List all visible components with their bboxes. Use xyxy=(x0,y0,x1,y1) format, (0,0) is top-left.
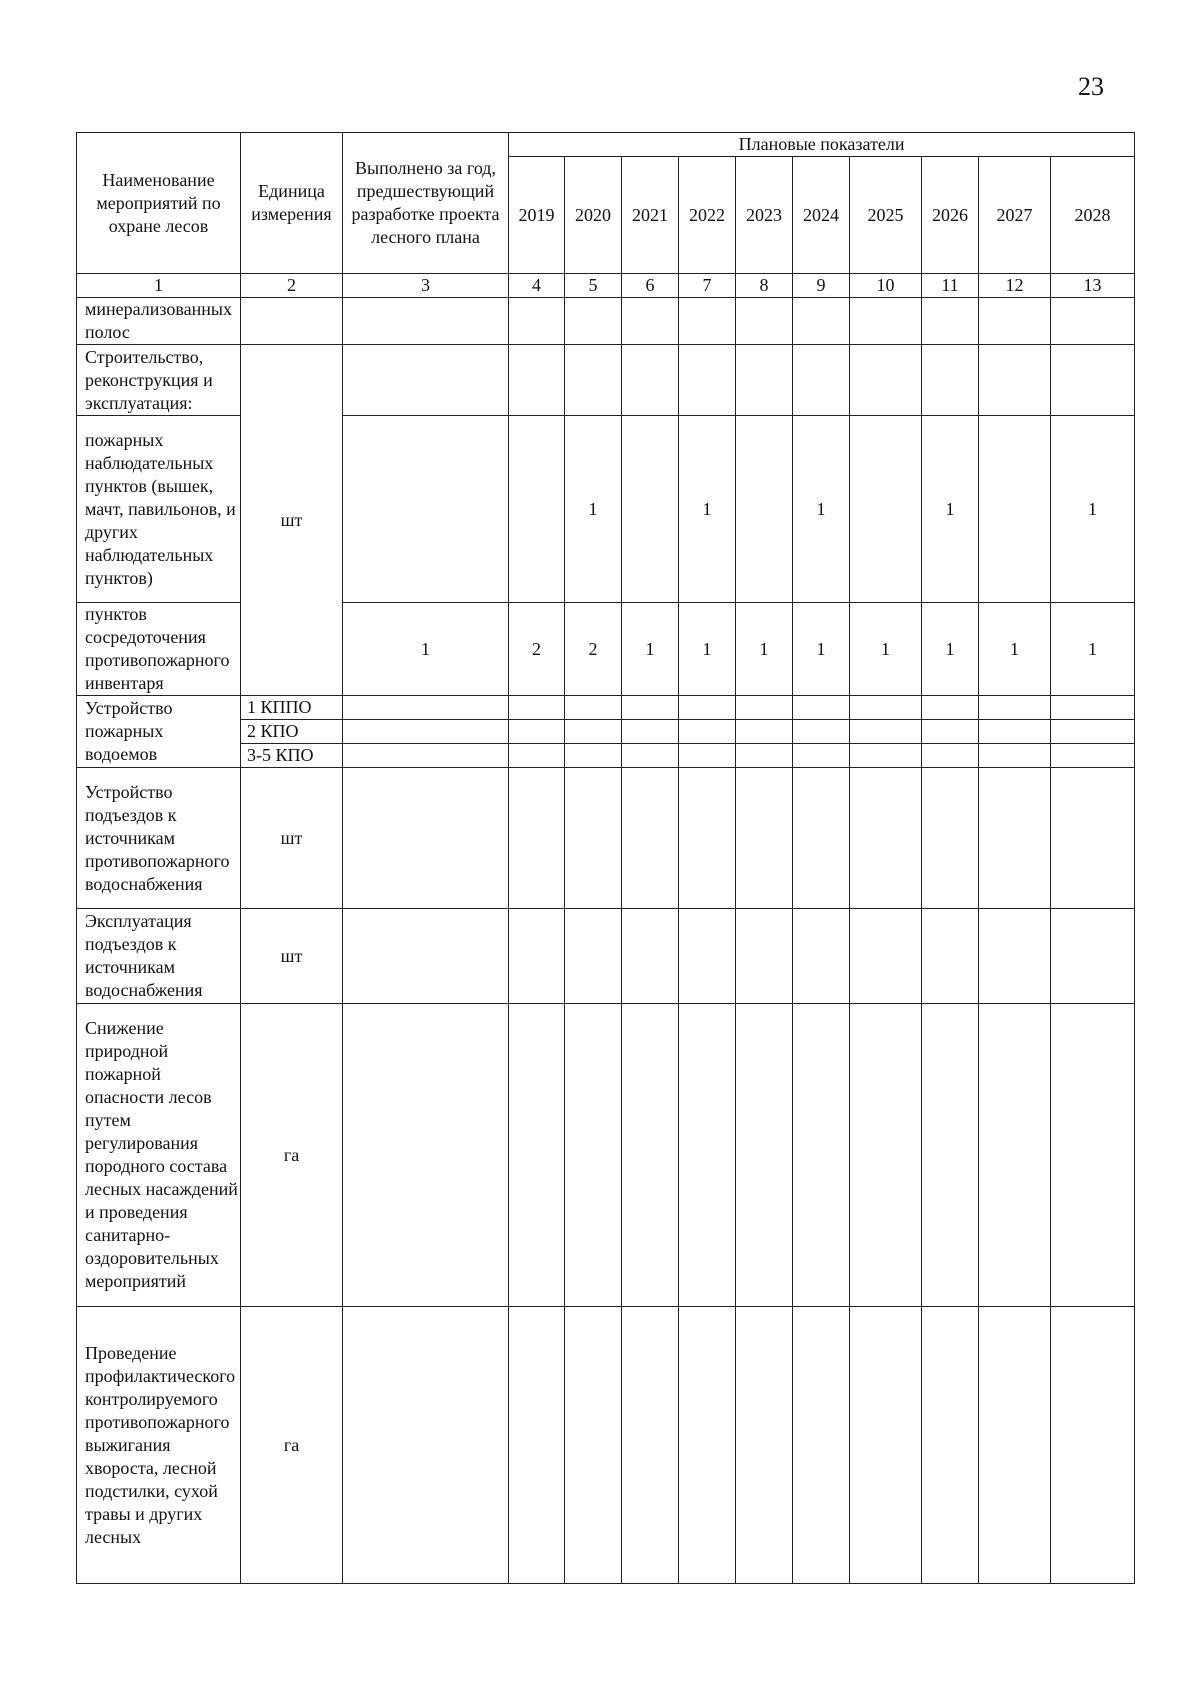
row-sub-unit: 3-5 КПО xyxy=(241,744,343,768)
table-row xyxy=(77,1004,1135,1307)
row-value: 2 xyxy=(565,603,622,696)
row-value xyxy=(509,1004,565,1307)
row-value xyxy=(979,416,1051,603)
row-value xyxy=(622,416,679,603)
row-value xyxy=(922,345,979,416)
column-number: 5 xyxy=(565,274,622,298)
row-value xyxy=(922,909,979,1004)
row-value xyxy=(922,768,979,909)
row-value xyxy=(679,345,736,416)
row-value xyxy=(565,345,622,416)
column-number: 11 xyxy=(922,274,979,298)
row-value xyxy=(679,1004,736,1307)
year-cell: 2024 xyxy=(793,157,850,274)
table-row xyxy=(77,416,1135,603)
header-plan-group: Плановые показатели xyxy=(509,133,1135,157)
row-value xyxy=(736,345,793,416)
row-value xyxy=(565,1307,622,1584)
row-value xyxy=(793,1307,850,1584)
row-value xyxy=(922,1004,979,1307)
year-cell: 2025 xyxy=(850,157,922,274)
row-value xyxy=(850,345,922,416)
row-value xyxy=(979,909,1051,1004)
row-value: 2 xyxy=(509,603,565,696)
year-cell: 2019 xyxy=(509,157,565,274)
year-cell: 2022 xyxy=(679,157,736,274)
table-row xyxy=(77,909,1135,1004)
row-value xyxy=(509,768,565,909)
row-value xyxy=(565,1004,622,1307)
row-value: 1 xyxy=(1051,416,1135,603)
row-value xyxy=(979,345,1051,416)
row-name: Эксплуатация подъездов к источникам водоснабжения xyxy=(77,909,241,1004)
row-value xyxy=(736,909,793,1004)
row-value xyxy=(622,909,679,1004)
row-value xyxy=(622,768,679,909)
row-value xyxy=(850,909,922,1004)
row-unit: шт xyxy=(241,768,343,909)
row-value: 1 xyxy=(922,603,979,696)
row-value xyxy=(679,768,736,909)
row-unit: га xyxy=(241,1004,343,1307)
row-name: Устройство пожарных водоемов xyxy=(77,696,241,768)
row-value xyxy=(1051,1307,1135,1584)
row-value: 1 xyxy=(922,416,979,603)
row-value xyxy=(565,768,622,909)
row-value xyxy=(622,1307,679,1584)
row-sub-unit: 1 КППО xyxy=(241,696,343,720)
year-cell: 2028 xyxy=(1051,157,1135,274)
row-value xyxy=(343,1307,509,1584)
column-number: 4 xyxy=(509,274,565,298)
row-value xyxy=(922,298,979,345)
row-name: Проведение профилактического контролируемого противопожарного выжигания хвороста, лесной подстилки, сухой травы и других лесных xyxy=(77,1307,241,1584)
row-value xyxy=(850,1307,922,1584)
row-name: пунктов сосредоточения противопожарного инвентаря xyxy=(77,603,241,696)
row-value xyxy=(850,298,922,345)
row-value xyxy=(736,1307,793,1584)
header-row-top xyxy=(77,133,1135,157)
column-number: 2 xyxy=(241,274,343,298)
forest-protection-table xyxy=(76,132,1135,1584)
row-value: 1 xyxy=(343,603,509,696)
row-value: 1 xyxy=(736,603,793,696)
row-value xyxy=(343,416,509,603)
row-value xyxy=(622,1004,679,1307)
row-value xyxy=(509,298,565,345)
row-name: Строительство, реконструкция и эксплуатация: xyxy=(77,345,241,416)
row-unit: шт xyxy=(241,345,343,696)
row-value: 1 xyxy=(622,603,679,696)
row-value xyxy=(736,298,793,345)
year-cell: 2021 xyxy=(622,157,679,274)
row-value xyxy=(1051,768,1135,909)
row-value xyxy=(1051,1004,1135,1307)
table-row xyxy=(77,603,1135,696)
column-number: 6 xyxy=(622,274,679,298)
row-value xyxy=(850,768,922,909)
table-row xyxy=(77,298,1135,345)
row-value: 1 xyxy=(793,416,850,603)
column-number: 13 xyxy=(1051,274,1135,298)
row-name: минерализованных полос xyxy=(77,298,241,345)
page-number: 23 xyxy=(1078,72,1104,101)
row-unit: га xyxy=(241,1307,343,1584)
column-number: 7 xyxy=(679,274,736,298)
header-name-cell: Наименование мероприятий по охране лесов xyxy=(77,133,241,274)
row-unit: шт xyxy=(241,909,343,1004)
row-value xyxy=(509,1307,565,1584)
row-value xyxy=(343,345,509,416)
row-value xyxy=(679,909,736,1004)
row-value xyxy=(922,1307,979,1584)
header-done-cell: Выполнено за год, предшествующий разработке проекта лесного плана xyxy=(343,133,509,274)
table-row xyxy=(77,345,1135,416)
row-value xyxy=(793,1004,850,1307)
column-number: 8 xyxy=(736,274,793,298)
column-number: 12 xyxy=(979,274,1051,298)
row-name: Снижение природной пожарной опасности лесов путем регулирования породного состава лесных насаждений и проведения санитарно-оздоровительных мероприятий xyxy=(77,1004,241,1307)
row-value xyxy=(1051,298,1135,345)
row-value xyxy=(793,909,850,1004)
row-value xyxy=(679,298,736,345)
row-value: 1 xyxy=(679,603,736,696)
row-value: 1 xyxy=(1051,603,1135,696)
row-sub-unit: 2 КПО xyxy=(241,720,343,744)
row-value xyxy=(850,416,922,603)
row-value xyxy=(509,909,565,1004)
column-number: 9 xyxy=(793,274,850,298)
table-row xyxy=(77,768,1135,909)
header-unit-cell: Единица измерения xyxy=(241,133,343,274)
row-value xyxy=(979,768,1051,909)
row-value: 1 xyxy=(565,416,622,603)
column-number: 3 xyxy=(343,274,509,298)
column-number: 10 xyxy=(850,274,922,298)
row-value xyxy=(979,1307,1051,1584)
row-value: 1 xyxy=(679,416,736,603)
row-value xyxy=(1051,345,1135,416)
year-cell: 2020 xyxy=(565,157,622,274)
year-cell: 2023 xyxy=(736,157,793,274)
row-value xyxy=(565,298,622,345)
row-value: 1 xyxy=(979,603,1051,696)
row-value xyxy=(622,298,679,345)
year-cell: 2026 xyxy=(922,157,979,274)
row-value: 1 xyxy=(850,603,922,696)
row-value xyxy=(793,298,850,345)
row-name: пожарных наблюдательных пунктов (вышек, мачт, павильонов, и других наблюдательных пунктов) xyxy=(77,416,241,603)
row-value xyxy=(622,345,679,416)
row-value xyxy=(793,768,850,909)
row-value xyxy=(679,1307,736,1584)
row-value xyxy=(1051,909,1135,1004)
row-value xyxy=(509,416,565,603)
row-value xyxy=(736,768,793,909)
row-unit xyxy=(241,298,343,345)
row-value xyxy=(509,345,565,416)
row-value xyxy=(343,909,509,1004)
column-number: 1 xyxy=(77,274,241,298)
row-value: 1 xyxy=(793,603,850,696)
row-value xyxy=(979,298,1051,345)
row-value xyxy=(343,298,509,345)
row-value xyxy=(565,909,622,1004)
row-value xyxy=(343,1004,509,1307)
table-row xyxy=(77,696,1135,720)
column-number-row xyxy=(77,274,1135,298)
table-row xyxy=(77,1307,1135,1584)
row-name: Устройство подъездов к источникам противопожарного водоснабжения xyxy=(77,768,241,909)
row-value xyxy=(736,416,793,603)
row-value xyxy=(793,345,850,416)
row-value xyxy=(343,768,509,909)
row-value xyxy=(979,1004,1051,1307)
row-value xyxy=(850,1004,922,1307)
year-cell: 2027 xyxy=(979,157,1051,274)
row-value xyxy=(736,1004,793,1307)
